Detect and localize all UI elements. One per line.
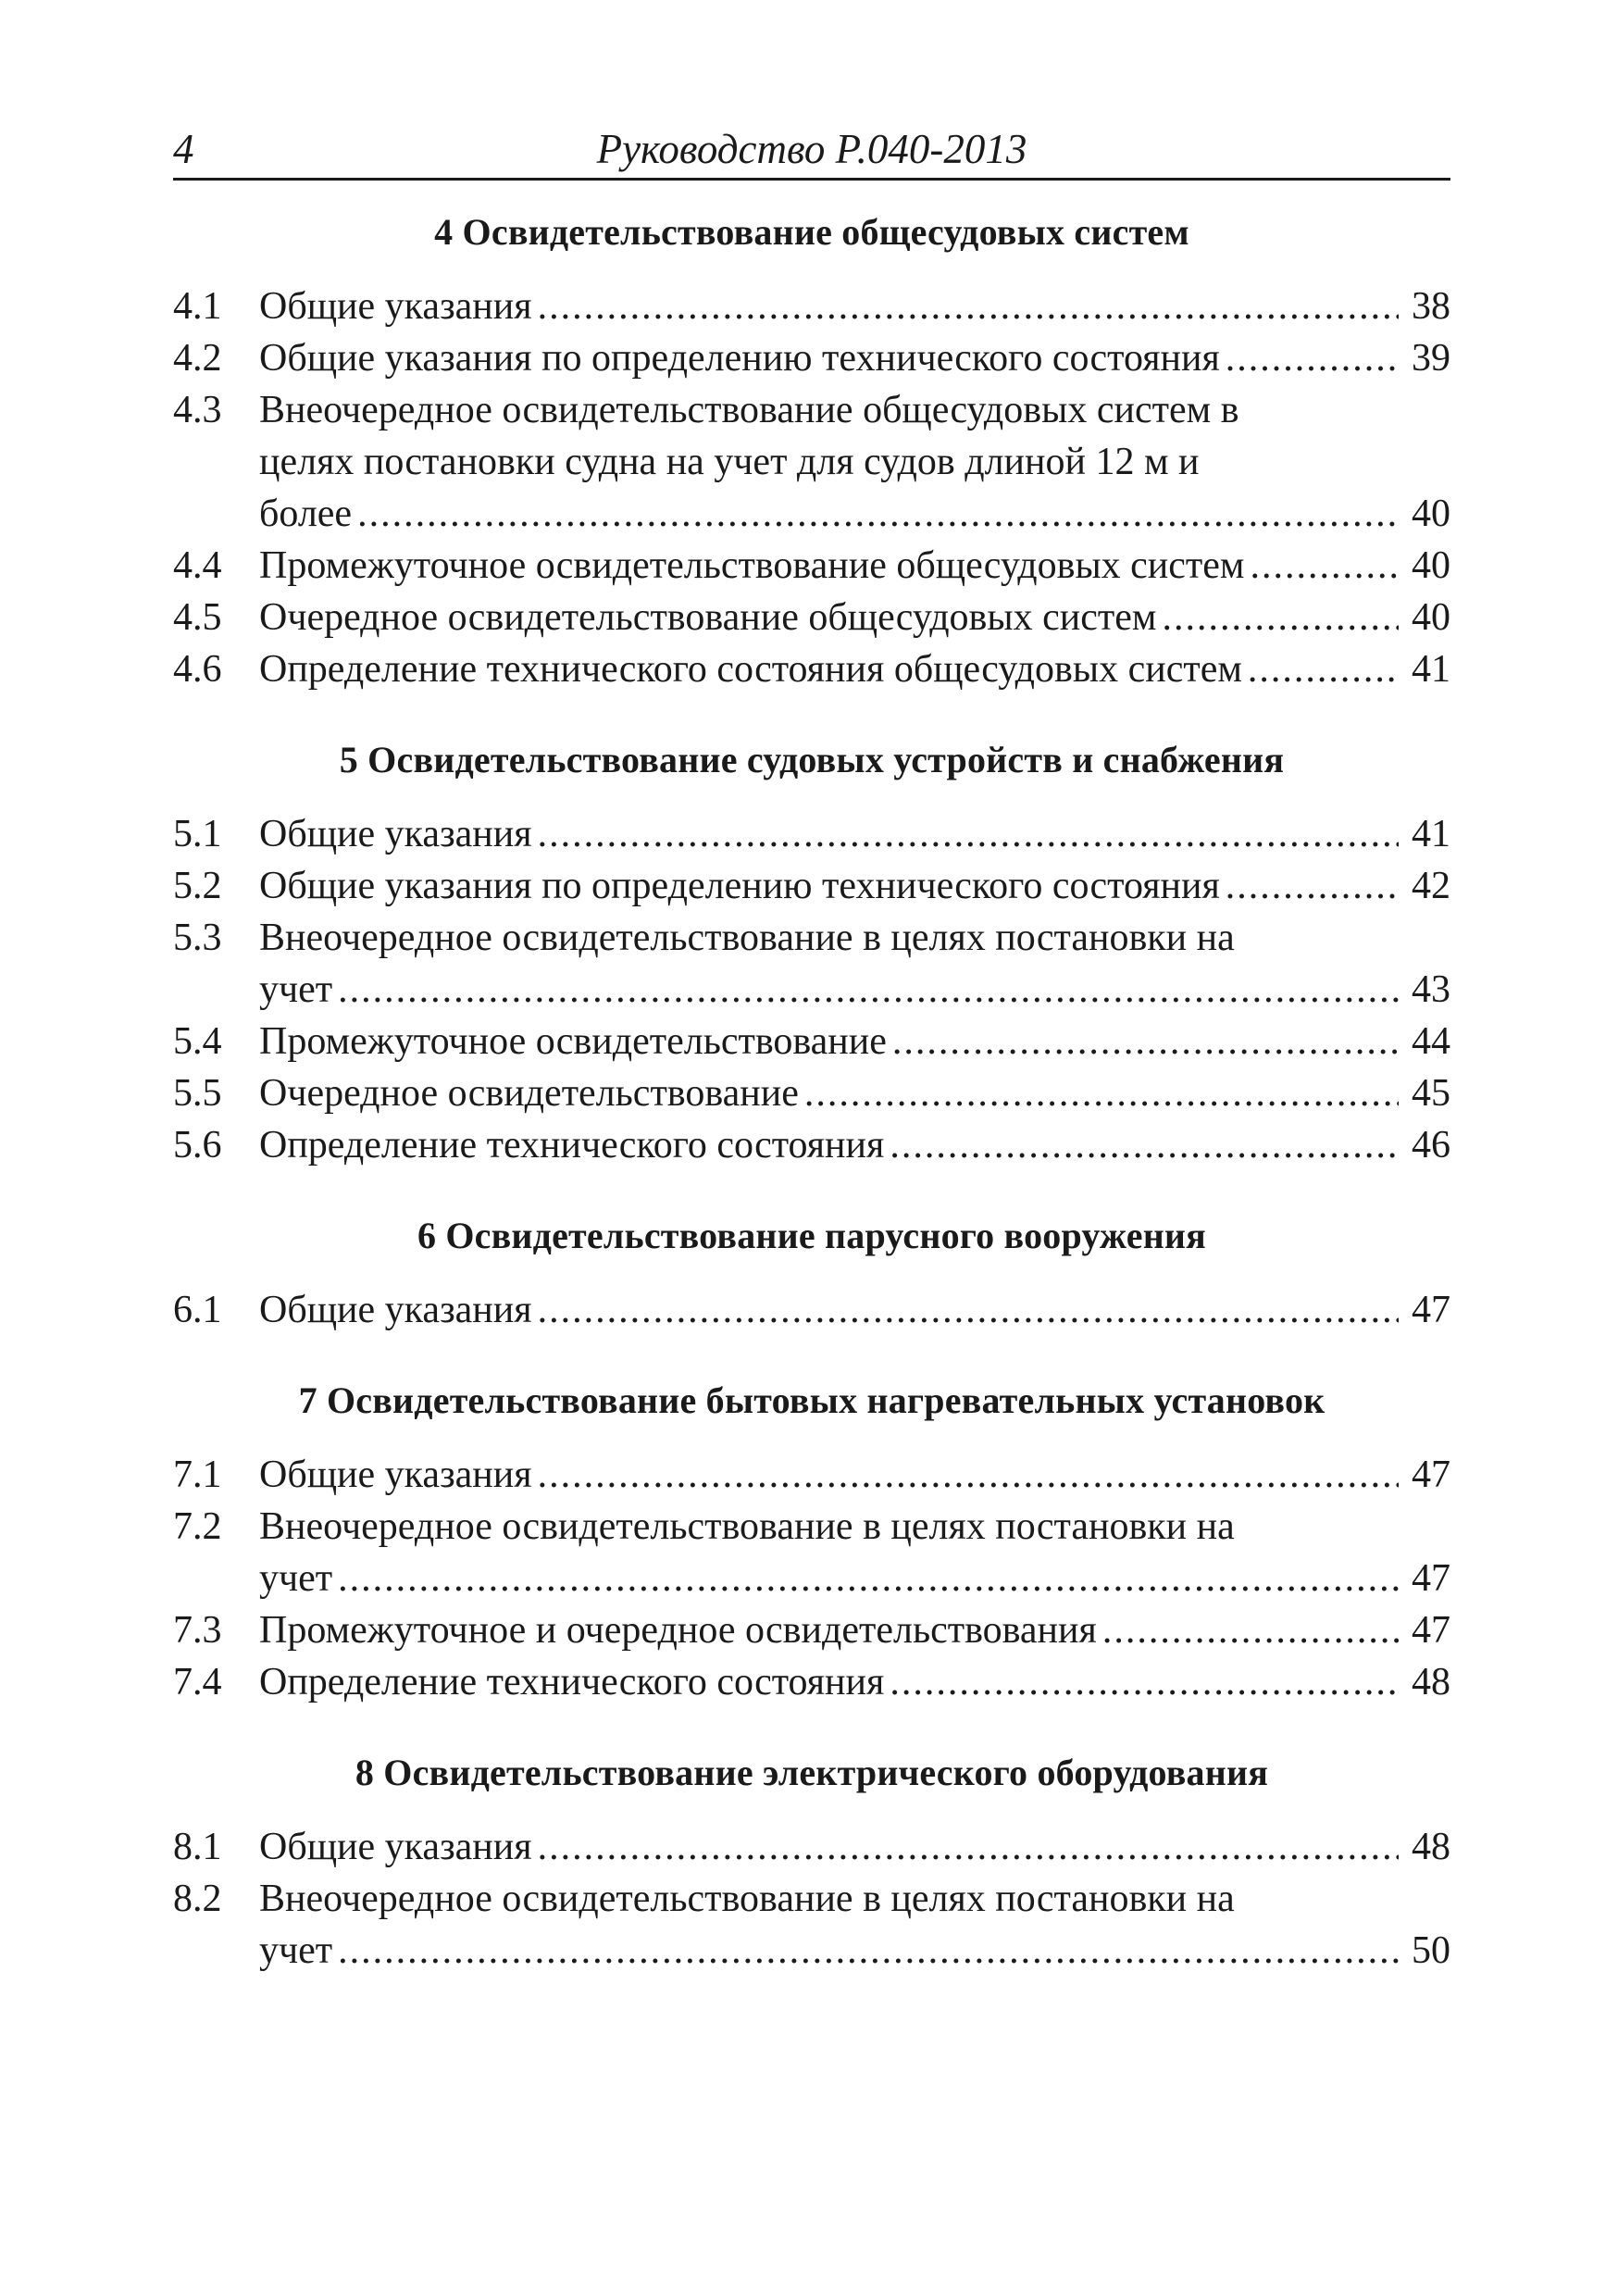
running-header — [173, 120, 1450, 181]
toc-entry[interactable] — [173, 1016, 1450, 1067]
entry-page-number: 38 — [1412, 285, 1450, 328]
toc-entry[interactable] — [173, 1821, 1450, 1873]
entry-line — [259, 488, 1450, 540]
entry-title: Общие указания — [259, 813, 532, 855]
entry-title-line: Внеочередное освидетельствование в целях постановки на — [259, 1878, 1235, 1920]
dot-leader — [804, 1067, 1399, 1119]
entry-title: Промежуточное и очередное освидетельствования — [259, 1609, 1097, 1652]
entry-page-number: 47 — [1412, 1289, 1450, 1331]
entry-title: Промежуточное освидетельствование — [259, 1020, 887, 1063]
dot-leader — [538, 281, 1399, 332]
entry-page-number: 41 — [1412, 813, 1450, 855]
dot-leader — [338, 1925, 1399, 1977]
toc-section — [173, 1210, 1450, 1336]
dot-leader — [1251, 540, 1400, 592]
entry-title-line: Внеочередное освидетельствование общесудовых систем в — [259, 389, 1239, 431]
entry-title: Определение технического состояния — [259, 1124, 885, 1167]
entry-line — [259, 1553, 1450, 1604]
table-of-contents — [173, 206, 1450, 1977]
dot-leader — [892, 1016, 1399, 1067]
toc-entry[interactable] — [173, 1604, 1450, 1656]
toc-section — [173, 1747, 1450, 1977]
toc-entry[interactable] — [173, 860, 1450, 912]
dot-leader — [538, 1449, 1399, 1501]
entry-number: 6.1 — [173, 1289, 222, 1331]
entry-title: Общие указания — [259, 1289, 532, 1331]
entry-page-number: 48 — [1412, 1661, 1450, 1703]
entry-line — [259, 1016, 1450, 1067]
toc-entry[interactable] — [173, 1501, 1450, 1604]
entry-page-number: 42 — [1412, 865, 1450, 907]
section-title: 4 Освидетельствование общесудовых систем — [434, 211, 1189, 253]
entry-page-number: 40 — [1412, 544, 1450, 587]
entry-page-number: 47 — [1412, 1557, 1450, 1600]
dot-leader — [538, 808, 1399, 860]
dot-leader — [890, 1119, 1399, 1171]
entry-page-number: 47 — [1412, 1454, 1450, 1496]
toc-entry[interactable] — [173, 592, 1450, 643]
entry-number: 7.1 — [173, 1454, 222, 1496]
dot-leader — [338, 964, 1399, 1016]
toc-entry[interactable] — [173, 1656, 1450, 1708]
entry-title: Определение технического состояния — [259, 1661, 885, 1703]
entry-title: Общие указания — [259, 1454, 532, 1496]
entry-line — [259, 1821, 1450, 1873]
entry-title: Общие указания по определению технического состояния — [259, 337, 1220, 380]
entry-title: учет — [259, 968, 333, 1011]
section-title: 8 Освидетельствование электрического оборудования — [355, 1752, 1269, 1793]
entry-title: Очередное освидетельствование общесудовых систем — [259, 596, 1157, 639]
entry-line — [259, 1925, 1450, 1977]
entry-title: Определение технического состояния общесудовых систем — [259, 648, 1242, 691]
toc-entry[interactable] — [173, 1449, 1450, 1501]
entry-number: 4.3 — [173, 389, 222, 431]
entry-line — [259, 1067, 1450, 1119]
entry-title: Промежуточное освидетельствование общесудовых систем — [259, 544, 1245, 587]
toc-section — [173, 1375, 1450, 1708]
entry-line — [259, 1449, 1450, 1501]
entry-title: более — [259, 493, 353, 535]
dot-leader — [890, 1656, 1399, 1708]
entry-number: 4.2 — [173, 337, 222, 380]
entry-line — [259, 860, 1450, 912]
entry-page-number: 46 — [1412, 1124, 1450, 1167]
entry-page-number: 44 — [1412, 1020, 1450, 1063]
entry-number: 5.4 — [173, 1020, 222, 1063]
entry-title-line: Внеочередное освидетельствование в целях постановки на — [259, 917, 1235, 959]
section-title: 5 Освидетельствование судовых устройств и снабжения — [339, 739, 1285, 780]
entry-page-number: 48 — [1412, 1826, 1450, 1868]
entry-number: 5.5 — [173, 1072, 222, 1115]
entry-title: Общие указания — [259, 1826, 532, 1868]
toc-entry[interactable] — [173, 1873, 1450, 1977]
dot-leader — [538, 1284, 1399, 1336]
entry-number: 5.3 — [173, 917, 222, 959]
entry-number: 8.2 — [173, 1878, 222, 1920]
entry-number: 7.3 — [173, 1609, 222, 1652]
toc-entry[interactable] — [173, 643, 1450, 695]
toc-section — [173, 206, 1450, 695]
section-title: 7 Освидетельствование бытовых нагревательных установок — [298, 1379, 1326, 1421]
toc-section — [173, 734, 1450, 1171]
dot-leader — [357, 488, 1399, 540]
entry-page-number: 41 — [1412, 648, 1450, 691]
entry-title: учет — [259, 1557, 333, 1600]
entry-line — [259, 964, 1450, 1016]
entry-line — [259, 1284, 1450, 1336]
entry-page-number: 50 — [1412, 1929, 1450, 1972]
entry-line — [259, 332, 1450, 384]
entry-page-number: 40 — [1412, 596, 1450, 639]
entry-page-number: 40 — [1412, 493, 1450, 535]
document-page — [173, 120, 1450, 2015]
entry-number: 4.5 — [173, 596, 222, 639]
entry-number: 8.1 — [173, 1826, 222, 1868]
entry-number: 4.1 — [173, 285, 222, 328]
toc-entry[interactable] — [173, 384, 1450, 540]
entry-line — [259, 540, 1450, 592]
dot-leader — [1226, 332, 1399, 384]
entry-number: 4.4 — [173, 544, 222, 587]
toc-entry[interactable] — [173, 281, 1450, 332]
entry-number: 5.1 — [173, 813, 222, 855]
entry-line — [259, 643, 1450, 695]
dot-leader — [338, 1553, 1399, 1604]
section-title: 6 Освидетельствование парусного вооружения — [417, 1215, 1207, 1256]
dot-leader — [1226, 860, 1399, 912]
toc-entry[interactable] — [173, 1067, 1450, 1119]
entry-line — [259, 1119, 1450, 1171]
toc-entry[interactable] — [173, 912, 1450, 1016]
entry-line — [259, 1604, 1450, 1656]
toc-entry[interactable] — [173, 1119, 1450, 1171]
entry-title-line: целях постановки судна на учет для судов длиной 12 м и — [259, 441, 1200, 483]
toc-entry[interactable] — [173, 540, 1450, 592]
toc-entry[interactable] — [173, 1284, 1450, 1336]
entry-title: учет — [259, 1929, 333, 1972]
entry-title: Очередное освидетельствование — [259, 1072, 799, 1115]
dot-leader — [1162, 592, 1399, 643]
dot-leader — [1248, 643, 1399, 695]
entry-title: Общие указания — [259, 285, 532, 328]
toc-entry[interactable] — [173, 808, 1450, 860]
entry-page-number: 43 — [1412, 968, 1450, 1011]
dot-leader — [538, 1821, 1399, 1873]
entry-number: 4.6 — [173, 648, 222, 691]
dot-leader — [1102, 1604, 1399, 1656]
entry-line — [259, 1656, 1450, 1708]
entry-title-line: Внеочередное освидетельствование в целях постановки на — [259, 1505, 1235, 1548]
toc-entry[interactable] — [173, 332, 1450, 384]
entry-page-number: 47 — [1412, 1609, 1450, 1652]
entry-page-number: 39 — [1412, 337, 1450, 380]
entry-page-number: 45 — [1412, 1072, 1450, 1115]
entry-line — [259, 592, 1450, 643]
entry-number: 7.2 — [173, 1505, 222, 1548]
entry-line — [259, 808, 1450, 860]
entry-line — [259, 281, 1450, 332]
entry-number: 5.6 — [173, 1124, 222, 1167]
entry-title: Общие указания по определению технического состояния — [259, 865, 1220, 907]
page-number: 4 — [173, 126, 194, 172]
document-title: Руководство Р.040-2013 — [596, 126, 1027, 172]
entry-number: 7.4 — [173, 1661, 222, 1703]
entry-number: 5.2 — [173, 865, 222, 907]
